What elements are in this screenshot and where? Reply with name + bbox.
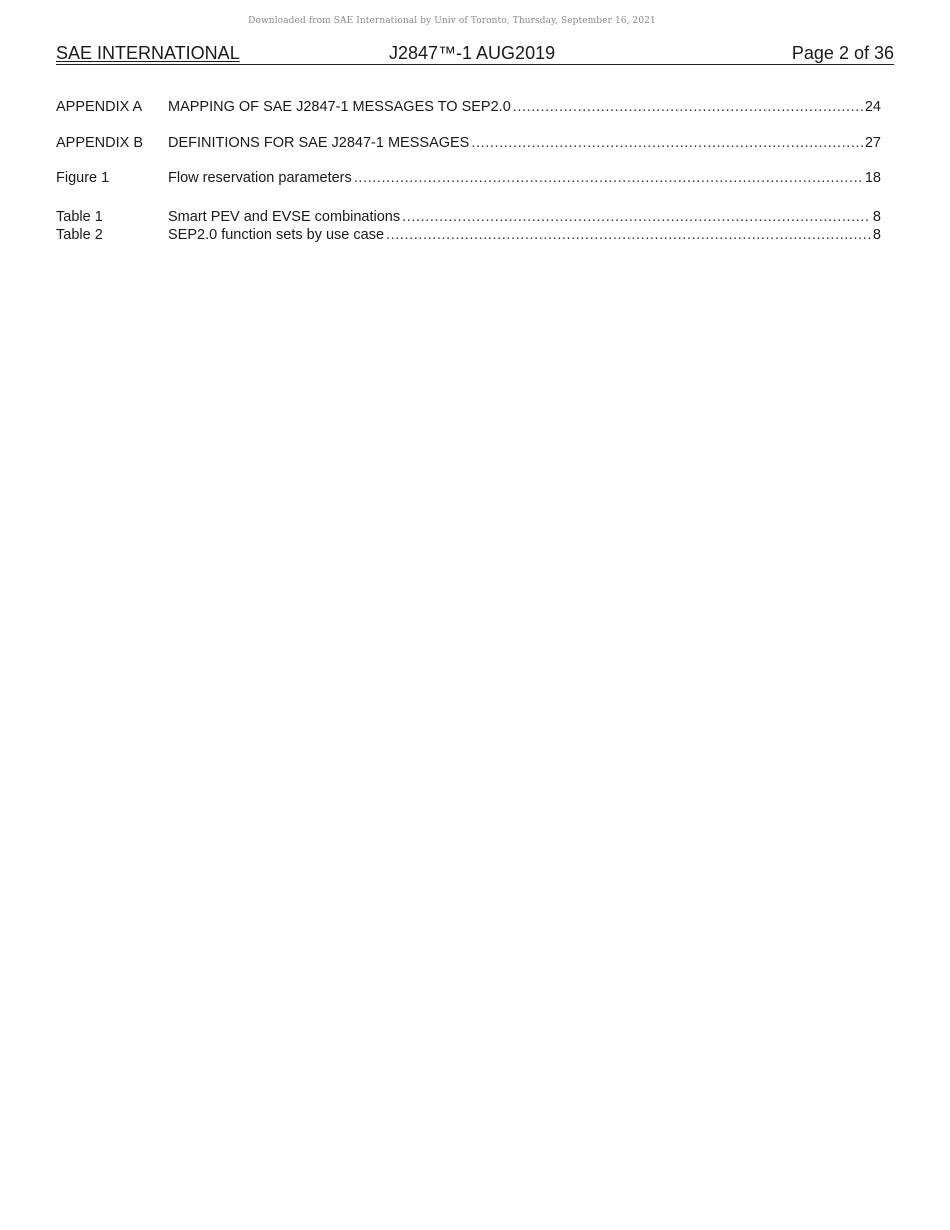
toc-entry-page: 8 <box>872 209 881 225</box>
dot-leader <box>471 134 863 152</box>
toc-entry-label: APPENDIX A <box>56 99 143 115</box>
dot-leader <box>354 169 863 187</box>
toc-entry-label: APPENDIX B <box>56 135 144 151</box>
page-number: Page 2 of 36 <box>791 43 894 63</box>
toc-entry-appendix-a[interactable] <box>56 98 881 116</box>
toc-entry-label: Table 1 <box>56 209 103 225</box>
toc-entry-table-1[interactable] <box>56 208 881 226</box>
toc-entry-appendix-b[interactable] <box>56 134 881 152</box>
toc-entry-table-2[interactable] <box>56 226 881 244</box>
toc-entry-figure-1[interactable] <box>56 169 881 187</box>
toc-entry-page: 8 <box>872 227 881 243</box>
dot-leader <box>386 226 871 244</box>
toc-entry-page: 24 <box>864 99 881 115</box>
toc-entry-title: Flow reservation parameters <box>168 170 352 186</box>
toc-entry-title: Smart PEV and EVSE combinations <box>168 209 401 225</box>
toc-entry-title: DEFINITIONS FOR SAE J2847-1 MESSAGES <box>168 135 470 151</box>
toc-entry-page: 27 <box>864 135 881 151</box>
toc-entry-title: SEP2.0 function sets by use case <box>168 227 385 243</box>
dot-leader <box>402 208 871 226</box>
download-watermark: Downloaded from SAE International by Univ of Toronto, Thursday, September 16, 2021 <box>248 16 656 26</box>
page-header <box>56 43 894 65</box>
document-id: J2847™-1 AUG2019 <box>389 43 556 63</box>
dot-leader <box>513 98 863 116</box>
toc-entry-page: 18 <box>864 170 881 186</box>
toc-entry-label: Figure 1 <box>56 170 110 186</box>
toc-entry-title: MAPPING OF SAE J2847-1 MESSAGES TO SEP2.0 <box>168 99 511 115</box>
organization-name: SAE INTERNATIONAL <box>56 43 240 63</box>
toc-entry-label: Table 2 <box>56 227 103 243</box>
